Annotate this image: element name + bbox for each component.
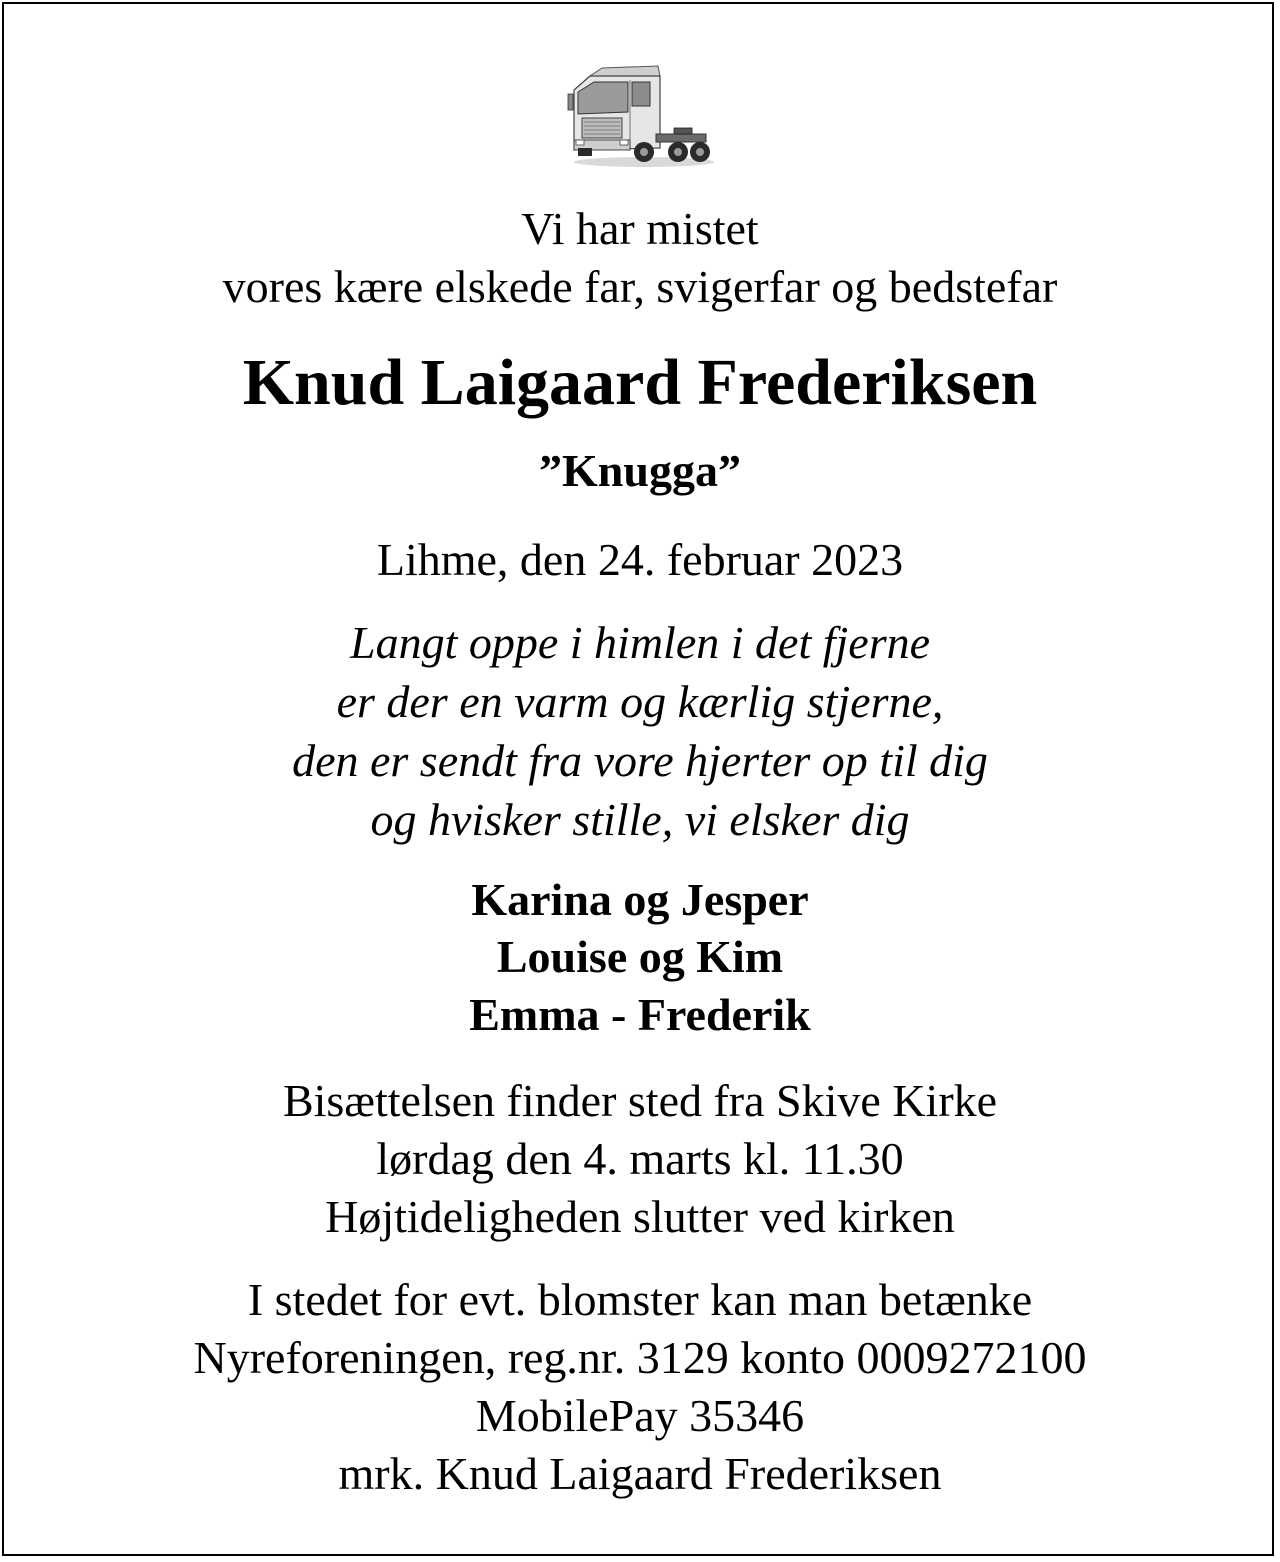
donation-line-4: mrk. Knud Laigaard Frederiksen xyxy=(338,1448,942,1499)
nickname: ”Knugga” xyxy=(539,445,741,496)
family-line-2: Louise og Kim xyxy=(496,931,784,982)
deceased-name: Knud Laigaard Frederiksen xyxy=(242,346,1038,419)
intro-line-1: Vi har mistet xyxy=(521,203,759,254)
family-line-1: Karina og Jesper xyxy=(471,874,809,925)
family-line-3: Emma - Frederik xyxy=(469,989,811,1040)
truck-icon xyxy=(566,60,716,170)
donation-line-1: I stedet for evt. blomster kan man betænke xyxy=(247,1274,1033,1325)
poem-line-1: Langt oppe i himlen i det fjerne xyxy=(349,617,931,668)
donation-line-2: Nyreforeningen, reg.nr. 3129 konto 0009272100 xyxy=(193,1332,1087,1383)
funeral-line-2: lørdag den 4. marts kl. 11.30 xyxy=(376,1133,904,1184)
funeral-line-3: Højtideligheden slutter ved kirken xyxy=(325,1191,955,1242)
poem-line-4: og hvisker stille, vi elsker dig xyxy=(370,794,910,845)
poem-line-3: den er sendt fra vore hjerter op til dig xyxy=(292,735,988,786)
donation-line-3: MobilePay 35346 xyxy=(475,1390,805,1441)
intro-line-2: vores kære elskede far, svigerfar og bedstefar xyxy=(222,261,1058,312)
place-date: Lihme, den 24. februar 2023 xyxy=(376,534,904,585)
poem-line-2: er der en varm og kærlig stjerne, xyxy=(336,676,944,727)
funeral-line-1: Bisættelsen finder sted fra Skive Kirke xyxy=(282,1075,998,1126)
